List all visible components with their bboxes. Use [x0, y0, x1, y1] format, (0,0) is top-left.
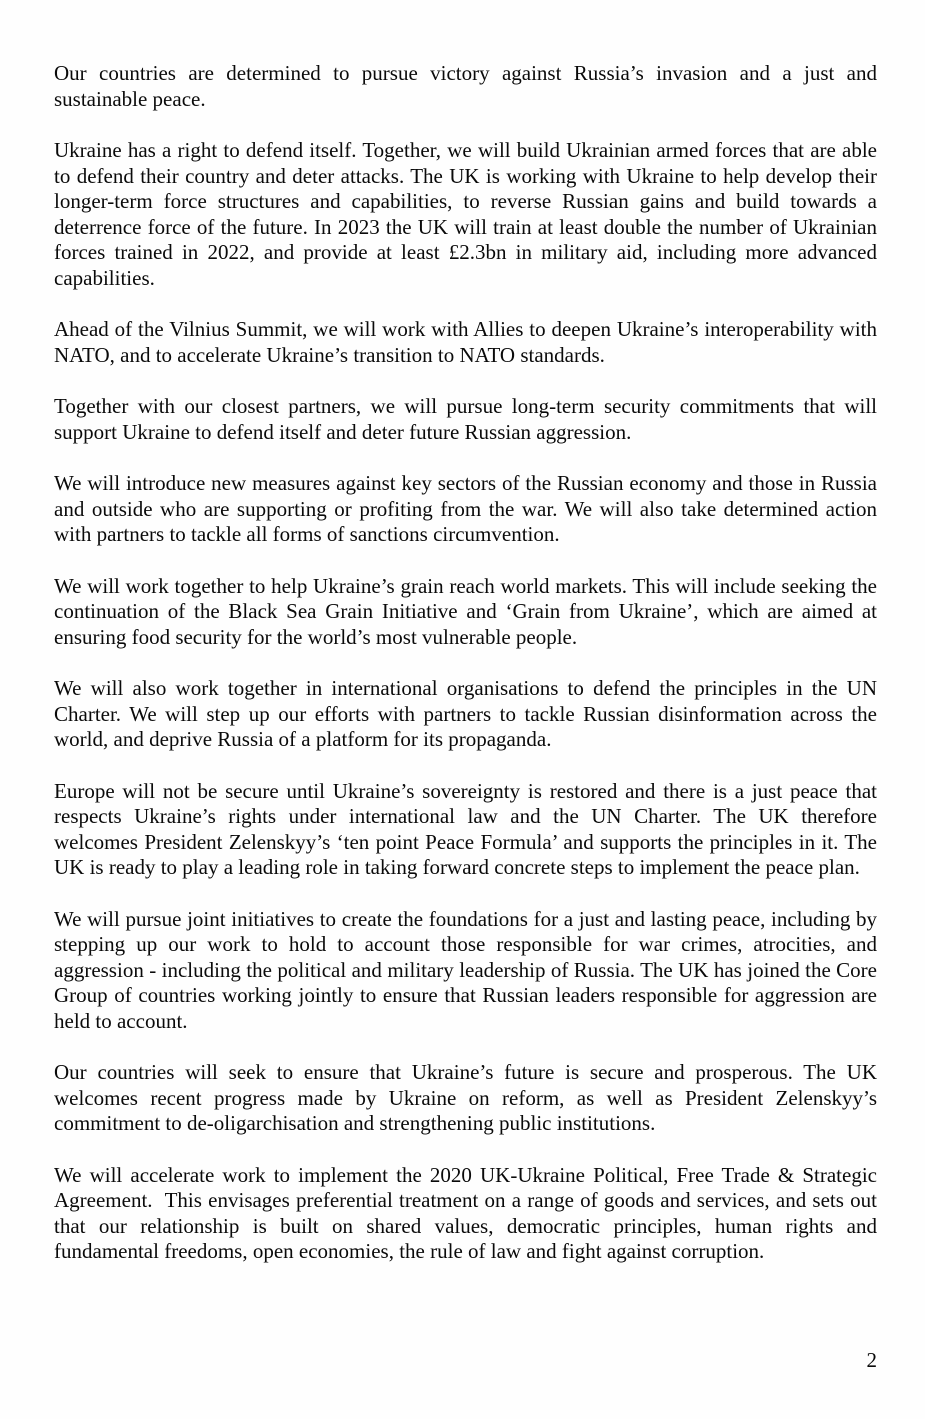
- paragraph: We will work together to help Ukraine’s grain reach world markets. This will include seeking the continuation of the Black Sea Grain Initiative and ‘Grain from Ukraine’, which are aimed at ensuring food security for the world’s most vulnerable people.: [54, 573, 877, 649]
- paragraph: We will pursue joint initiatives to create the foundations for a just and lasting peace, including by stepping up our work to hold to account those responsible for war crimes, atrocities, and aggression - including the political and military leadership of Russia. The UK has joined the Core Group of countries working jointly to ensure that Russian leaders responsible for aggression are held to account.: [54, 906, 877, 1033]
- paragraph: We will accelerate work to implement the 2020 UK-Ukraine Political, Free Trade & Strategic Agreement. This envisages preferential treatment on a range of goods and services, and sets out that our relationship is built on shared values, democratic principles, human rights and fundamental freedoms, open economies, the rule of law and fight against corruption.: [54, 1162, 877, 1263]
- paragraph: We will introduce new measures against key sectors of the Russian economy and those in Russia and outside who are supporting or profiting from the war. We will also take determined action with partners to tackle all forms of sanctions circumvention.: [54, 471, 877, 546]
- paragraph: We will also work together in international organisations to defend the principles in the UN Charter. We will step up our efforts with partners to tackle Russian disinformation across the world, and deprive Russia of a platform for its propaganda.: [54, 676, 877, 751]
- page-number: 2: [866, 1348, 877, 1372]
- paragraph: Ukraine has a right to defend itself. Together, we will build Ukrainian armed forces that are able to defend their country and deter attacks. The UK is working with Ukraine to help develop their longer-term force structures and capabilities, to reverse Russian gains and build towards a deterrence force of the future. In 2023 the UK will train at least double the number of Ukrainian forces trained in 2022, and provide at least £2.3bn in military aid, including more advanced capabilities.: [54, 138, 877, 290]
- paragraph: Together with our closest partners, we will pursue long-term security commitments that will support Ukraine to defend itself and deter future Russian aggression.: [54, 394, 877, 444]
- paragraph: Our countries will seek to ensure that Ukraine’s future is secure and prosperous. The UK welcomes recent progress made by Ukraine on reform, as well as President Zelenskyy’s commitment to de-oligarchisation and strengthening public institutions.: [54, 1060, 877, 1135]
- paragraph: Our countries are determined to pursue victory against Russia’s invasion and a just and sustainable peace.: [54, 61, 877, 111]
- paragraph: Europe will not be secure until Ukraine’s sovereignty is restored and there is a just peace that respects Ukraine’s rights under international law and the UN Charter. The UK therefore welcomes President Zelenskyy’s ‘ten point Peace Formula’ and supports the principles in it. The UK is ready to play a leading role in taking forward concrete steps to implement the peace plan.: [54, 778, 877, 879]
- paragraph: Ahead of the Vilnius Summit, we will work with Allies to deepen Ukraine’s interoperability with NATO, and to accelerate Ukraine’s transition to NATO standards.: [54, 317, 877, 367]
- document-body: [54, 61, 877, 1291]
